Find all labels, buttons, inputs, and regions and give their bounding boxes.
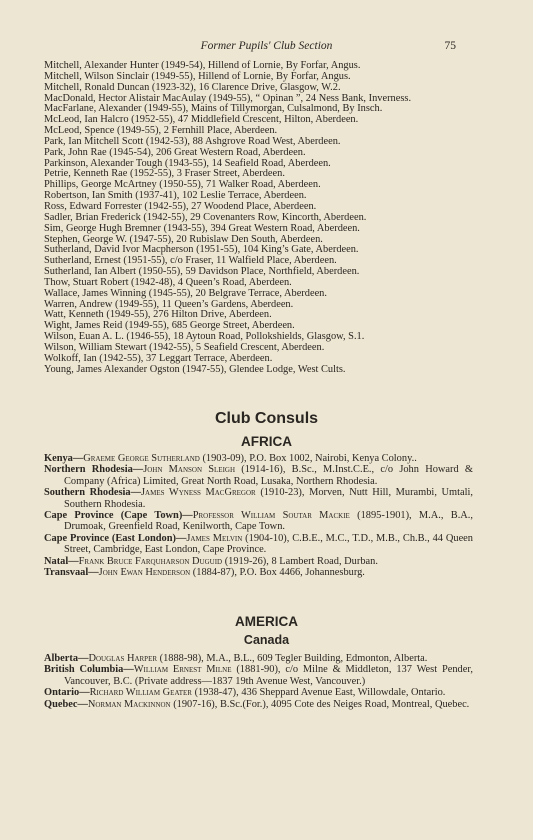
consul-details: (1919-26), 8 Lambert Road, Durban. [222,555,378,567]
consul-region: British Columbia [44,664,124,676]
africa-consul-list [44,453,473,578]
pupil-entry: Mitchell, Alexander Hunter (1949-54), Hillend of Lornie, By Forfar, Angus. [44,60,361,71]
consul-details: (1888-98), M.A., B.L., 609 Tegler Building, Edmonton, Alberta. [157,653,428,664]
dash: — [78,653,89,664]
pupil-entry: Thow, Stuart Robert (1942-48), 4 Queen’s Road, Aberdeen. [44,276,292,288]
consul-details: (1938-47), 436 Sheppard Avenue East, Willowdale, Ontario. [191,687,446,699]
consul-region: Quebec [44,698,78,710]
pupil-entry: Young, James Alexander Ogston (1947-55), Glendee Lodge, West Cults. [44,363,346,375]
consul-name: Graeme George Sutherland [83,453,200,464]
running-title: Former Pupils' Club Section [200,40,333,52]
consul-region: Alberta [44,653,79,664]
pupil-address-list [44,61,473,375]
pupil-entry: Park, John Rae (1945-54), 206 Great Western Road, Aberdeen. [44,146,306,158]
pupil-entry: Sadler, Brian Frederick (1942-55), 29 Covenanters Row, Kincorth, Aberdeen. [44,211,367,223]
pupil-entry: Mitchell, Ronald Duncan (1923-32), 16 Clarence Drive, Glasgow, W.2. [44,81,341,93]
consul-entry [44,453,473,464]
club-consuls-heading: Club Consuls [214,410,319,427]
consul-region: Transvaal [44,567,89,579]
consul-region: Cape Province (East London) [44,532,176,544]
pupil-entry: Ross, Edward Forrester (1942-55), 27 Woodend Place, Aberdeen. [44,200,317,212]
pupil-entry: McLeod, Ian Halcro (1952-55), 47 Middlefield Crescent, Hilton, Aberdeen. [44,114,359,126]
consul-details: (1903-09), P.O. Box 1002, Nairobi, Kenya Colony.. [199,453,417,464]
pupil-entry: Sim, George Hugh Bremner (1943-55), 394 Great Western Road, Aberdeen. [44,222,360,234]
pupil-entry: Mitchell, Wilson Sinclair (1949-55), Hillend of Lornie, By Forfar, Angus. [44,70,351,82]
dash: — [175,532,187,544]
pupil-entry: McLeod, Spence (1949-55), 2 Fernhill Place, Aberdeen. [44,125,278,137]
dash: — [130,487,141,499]
dash: — [182,510,193,522]
africa-heading: AFRICA [241,434,292,449]
consul-details: (1895-1901), M.A., B.A., Drumoak, Greenfield Road, Kenilworth, Cape Town. [64,510,473,533]
dash: — [68,555,79,567]
consul-name: Frank Bruce Farquharson Duguid [78,555,223,567]
pupil-entry: Wolkoff, Ian (1942-55), 37 Leggart Terrace, Aberdeen. [44,352,273,364]
pupil-entry: Phillips, George McArtney (1950-55), 71 Walker Road, Aberdeen. [44,179,321,191]
consul-name: William Ernest Milne [133,664,232,676]
consul-details: (1910-23), Morven, Nutt Hill, Murambi, Umtali, Southern Rhodesia. [64,487,473,510]
canada-subheading: Canada [243,633,290,647]
pupil-entry: Sutherland, Ian Albert (1950-55), 59 Davidson Place, Northfield, Aberdeen. [44,266,360,278]
pupil-entry: Wallace, James Winning (1945-55), 20 Belgrave Terrace, Aberdeen. [44,287,327,299]
consul-region: Natal [44,555,69,567]
pupil-entry: Wilson, Euan A. L. (1946-55), 18 Aytoun Road, Pollokshields, Glasgow, S.1. [44,331,365,343]
consul-name: Richard William Geater [89,687,192,699]
consul-name: Douglas Harper [88,653,158,664]
dash: — [77,698,88,710]
pupil-entry: Petrie, Kenneth Rae (1952-55), 3 Fraser Street, Aberdeen. [44,168,285,180]
running-head [0,40,533,54]
consul-entry [44,556,473,567]
consul-region: Ontario [44,687,80,699]
dash: — [123,664,134,676]
consul-details: (1881-90), c/o Milne & Middleton, 137 West Pender, Vancouver, B.C. (Private address—1837 19th Avenue West, Vancouver.) [64,664,473,687]
consul-entry [44,464,473,487]
consul-region: Southern Rhodesia [44,487,131,499]
pupil-entry: Warren, Andrew (1949-55), 11 Queen’s Gardens, Aberdeen. [44,298,294,310]
consul-region: Northern Rhodesia [44,464,133,476]
consul-name: Professor William Soutar Mackie [192,510,350,522]
pupil-entry: Wight, James Reid (1949-55), 685 George Street, Aberdeen. [44,320,295,332]
dash: — [72,453,84,464]
consul-name: James Wyness MacGregor [141,487,256,499]
consul-details: (1907-16), B.Sc.(For.), 4095 Cote des Neiges Road, Montreal, Quebec. [170,698,470,710]
consul-details: (1914-16), B.Sc., M.Inst.C.E., c/o John Howard & Company (Africa) Limited, Great North Road, Lusaka, Northern Rhodesia. [64,464,473,487]
consul-entry [44,664,473,687]
consul-entry [44,533,473,556]
pupil-entry: Park, Ian Mitchell Scott (1942-53), 88 Ashgrove Road West, Aberdeen. [44,135,341,147]
consul-name: John Manson Sleigh [143,464,236,476]
consul-entry [44,699,473,710]
consul-entry [44,567,473,578]
pupil-entry: Robertson, Ian Smith (1937-41), 102 Leslie Terrace, Aberdeen. [44,190,307,202]
america-consul-list [44,653,473,710]
consul-region: Kenya [44,453,73,464]
dash: — [79,687,90,699]
pupil-entry: MacDonald, Hector Alistair MacAulay (1949-55), “ Opinan ”, 24 Ness Bank, Inverness. [44,92,412,104]
america-heading: AMERICA [235,614,298,629]
pupil-entry: Sutherland, David Ivor Macpherson (1951-55), 104 King’s Gate, Aberdeen. [44,244,359,256]
consul-entry [44,653,473,664]
consul-entry [44,487,473,510]
consul-name: Norman Mackinnon [87,698,171,710]
pupil-entry: MacFarlane, Alexander (1949-55), Mains of Tillymorgan, Culsalmond, By Insch. [44,103,383,115]
pupil-entry: Sutherland, Ernest (1951-55), c/o Fraser, 11 Walfield Place, Aberdeen. [44,255,337,267]
consul-name: John Ewan Henderson [98,567,191,579]
pupil-entry: Parkinson, Alexander Tough (1943-55), 14 Seafield Road, Aberdeen. [44,157,331,169]
consul-entry [44,510,473,533]
pupil-entry: Watt, Kenneth (1949-55), 276 Hilton Drive, Aberdeen. [44,309,272,321]
dash: — [132,464,144,476]
consul-region: Cape Province (Cape Town) [44,510,183,522]
consul-name: James Melvin [186,532,243,544]
consul-entry [44,687,473,698]
pupil-entry: Wilson, William Stewart (1942-55), 5 Seafield Crescent, Aberdeen. [44,341,325,353]
pupil-entry: Stephen, George W. (1947-55), 20 Rubislaw Den South, Aberdeen. [44,233,323,245]
page-number: 75 [444,40,456,52]
consul-details: (1904-10), C.B.E., M.C., T.D., M.B., Ch.B., 44 Queen Street, Cambridge, East London, Cape Province. [64,532,473,556]
consul-details: (1884-87), P.O. Box 4466, Johannesburg. [190,567,365,579]
dash: — [88,567,99,579]
